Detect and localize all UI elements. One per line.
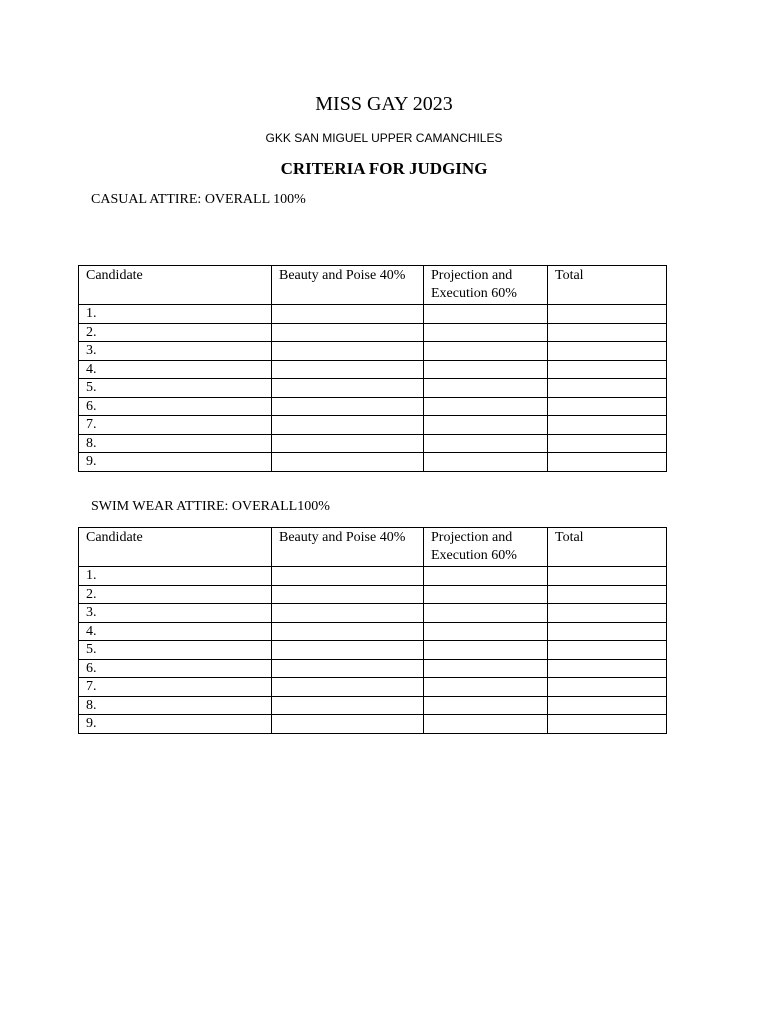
beauty-poise-score-cell <box>272 715 424 734</box>
column-header-candidate: Candidate <box>79 266 272 305</box>
candidate-number: 7. <box>79 678 272 697</box>
candidate-number: 5. <box>79 379 272 398</box>
projection-execution-score-cell <box>424 416 548 435</box>
criteria-heading: CRITERIA FOR JUDGING <box>280 159 488 178</box>
beauty-poise-score-cell <box>272 585 424 604</box>
table-row <box>79 453 667 472</box>
table-row <box>79 696 667 715</box>
candidate-number: 4. <box>79 622 272 641</box>
table-row <box>79 604 667 623</box>
projection-execution-score-cell <box>424 342 548 361</box>
total-score-cell <box>548 360 667 379</box>
swim-wear-attire-label: SWIM WEAR ATTIRE: OVERALL100% <box>91 499 330 514</box>
beauty-poise-score-cell <box>272 360 424 379</box>
projection-execution-score-cell <box>424 622 548 641</box>
beauty-poise-score-cell <box>272 323 424 342</box>
beauty-poise-score-cell <box>272 696 424 715</box>
projection-execution-score-cell <box>424 641 548 660</box>
candidate-number: 8. <box>79 696 272 715</box>
table-row <box>79 585 667 604</box>
document-title: MISS GAY 2023 <box>315 93 453 115</box>
table-header-row <box>79 528 667 567</box>
table-row <box>79 641 667 660</box>
total-score-cell <box>548 397 667 416</box>
beauty-poise-score-cell <box>272 379 424 398</box>
total-score-cell <box>548 678 667 697</box>
total-score-cell <box>548 323 667 342</box>
column-header-projection-execution: Projection and Execution 60% <box>424 528 548 567</box>
total-score-cell <box>548 641 667 660</box>
candidate-number: 9. <box>79 715 272 734</box>
casual-attire-label: CASUAL ATTIRE: OVERALL 100% <box>91 192 306 207</box>
column-header-beauty-poise: Beauty and Poise 40% <box>272 266 424 305</box>
projection-execution-score-cell <box>424 585 548 604</box>
column-header-projection-execution: Projection and Execution 60% <box>424 266 548 305</box>
candidate-number: 1. <box>79 567 272 586</box>
total-score-cell <box>548 453 667 472</box>
projection-execution-score-cell <box>424 659 548 678</box>
projection-execution-score-cell <box>424 715 548 734</box>
beauty-poise-score-cell <box>272 342 424 361</box>
table-row <box>79 622 667 641</box>
document-subtitle: GKK SAN MIGUEL UPPER CAMANCHILES <box>265 131 503 145</box>
total-score-cell <box>548 567 667 586</box>
projection-execution-score-cell <box>424 434 548 453</box>
swim-wear-attire-table <box>78 527 667 734</box>
column-header-candidate: Candidate <box>79 528 272 567</box>
total-score-cell <box>548 622 667 641</box>
projection-execution-score-cell <box>424 360 548 379</box>
candidate-number: 2. <box>79 585 272 604</box>
table-header-row <box>79 266 667 305</box>
table-row <box>79 434 667 453</box>
candidate-number: 5. <box>79 641 272 660</box>
beauty-poise-score-cell <box>272 453 424 472</box>
table-row <box>79 379 667 398</box>
beauty-poise-score-cell <box>272 305 424 324</box>
table-row <box>79 360 667 379</box>
projection-execution-score-cell <box>424 453 548 472</box>
beauty-poise-score-cell <box>272 434 424 453</box>
candidate-number: 4. <box>79 360 272 379</box>
total-score-cell <box>548 604 667 623</box>
table-row <box>79 567 667 586</box>
beauty-poise-score-cell <box>272 678 424 697</box>
total-score-cell <box>548 715 667 734</box>
candidate-number: 6. <box>79 659 272 678</box>
total-score-cell <box>548 305 667 324</box>
beauty-poise-score-cell <box>272 567 424 586</box>
projection-execution-score-cell <box>424 604 548 623</box>
candidate-number: 6. <box>79 397 272 416</box>
beauty-poise-score-cell <box>272 397 424 416</box>
candidate-number: 7. <box>79 416 272 435</box>
table-row <box>79 397 667 416</box>
projection-execution-score-cell <box>424 379 548 398</box>
table-row <box>79 323 667 342</box>
table-row <box>79 715 667 734</box>
total-score-cell <box>548 342 667 361</box>
column-header-total: Total <box>548 266 667 305</box>
total-score-cell <box>548 696 667 715</box>
candidate-number: 2. <box>79 323 272 342</box>
beauty-poise-score-cell <box>272 416 424 435</box>
candidate-number: 8. <box>79 434 272 453</box>
table-row <box>79 659 667 678</box>
candidate-number: 3. <box>79 342 272 361</box>
candidate-number: 3. <box>79 604 272 623</box>
projection-execution-score-cell <box>424 567 548 586</box>
table-row <box>79 416 667 435</box>
candidate-number: 9. <box>79 453 272 472</box>
beauty-poise-score-cell <box>272 622 424 641</box>
table-row <box>79 305 667 324</box>
column-header-total: Total <box>548 528 667 567</box>
beauty-poise-score-cell <box>272 641 424 660</box>
candidate-number: 1. <box>79 305 272 324</box>
total-score-cell <box>548 659 667 678</box>
column-header-beauty-poise: Beauty and Poise 40% <box>272 528 424 567</box>
table-row <box>79 342 667 361</box>
projection-execution-score-cell <box>424 305 548 324</box>
total-score-cell <box>548 585 667 604</box>
beauty-poise-score-cell <box>272 659 424 678</box>
projection-execution-score-cell <box>424 397 548 416</box>
total-score-cell <box>548 416 667 435</box>
projection-execution-score-cell <box>424 678 548 697</box>
total-score-cell <box>548 434 667 453</box>
table-row <box>79 678 667 697</box>
projection-execution-score-cell <box>424 323 548 342</box>
beauty-poise-score-cell <box>272 604 424 623</box>
total-score-cell <box>548 379 667 398</box>
casual-attire-table <box>78 265 667 472</box>
projection-execution-score-cell <box>424 696 548 715</box>
